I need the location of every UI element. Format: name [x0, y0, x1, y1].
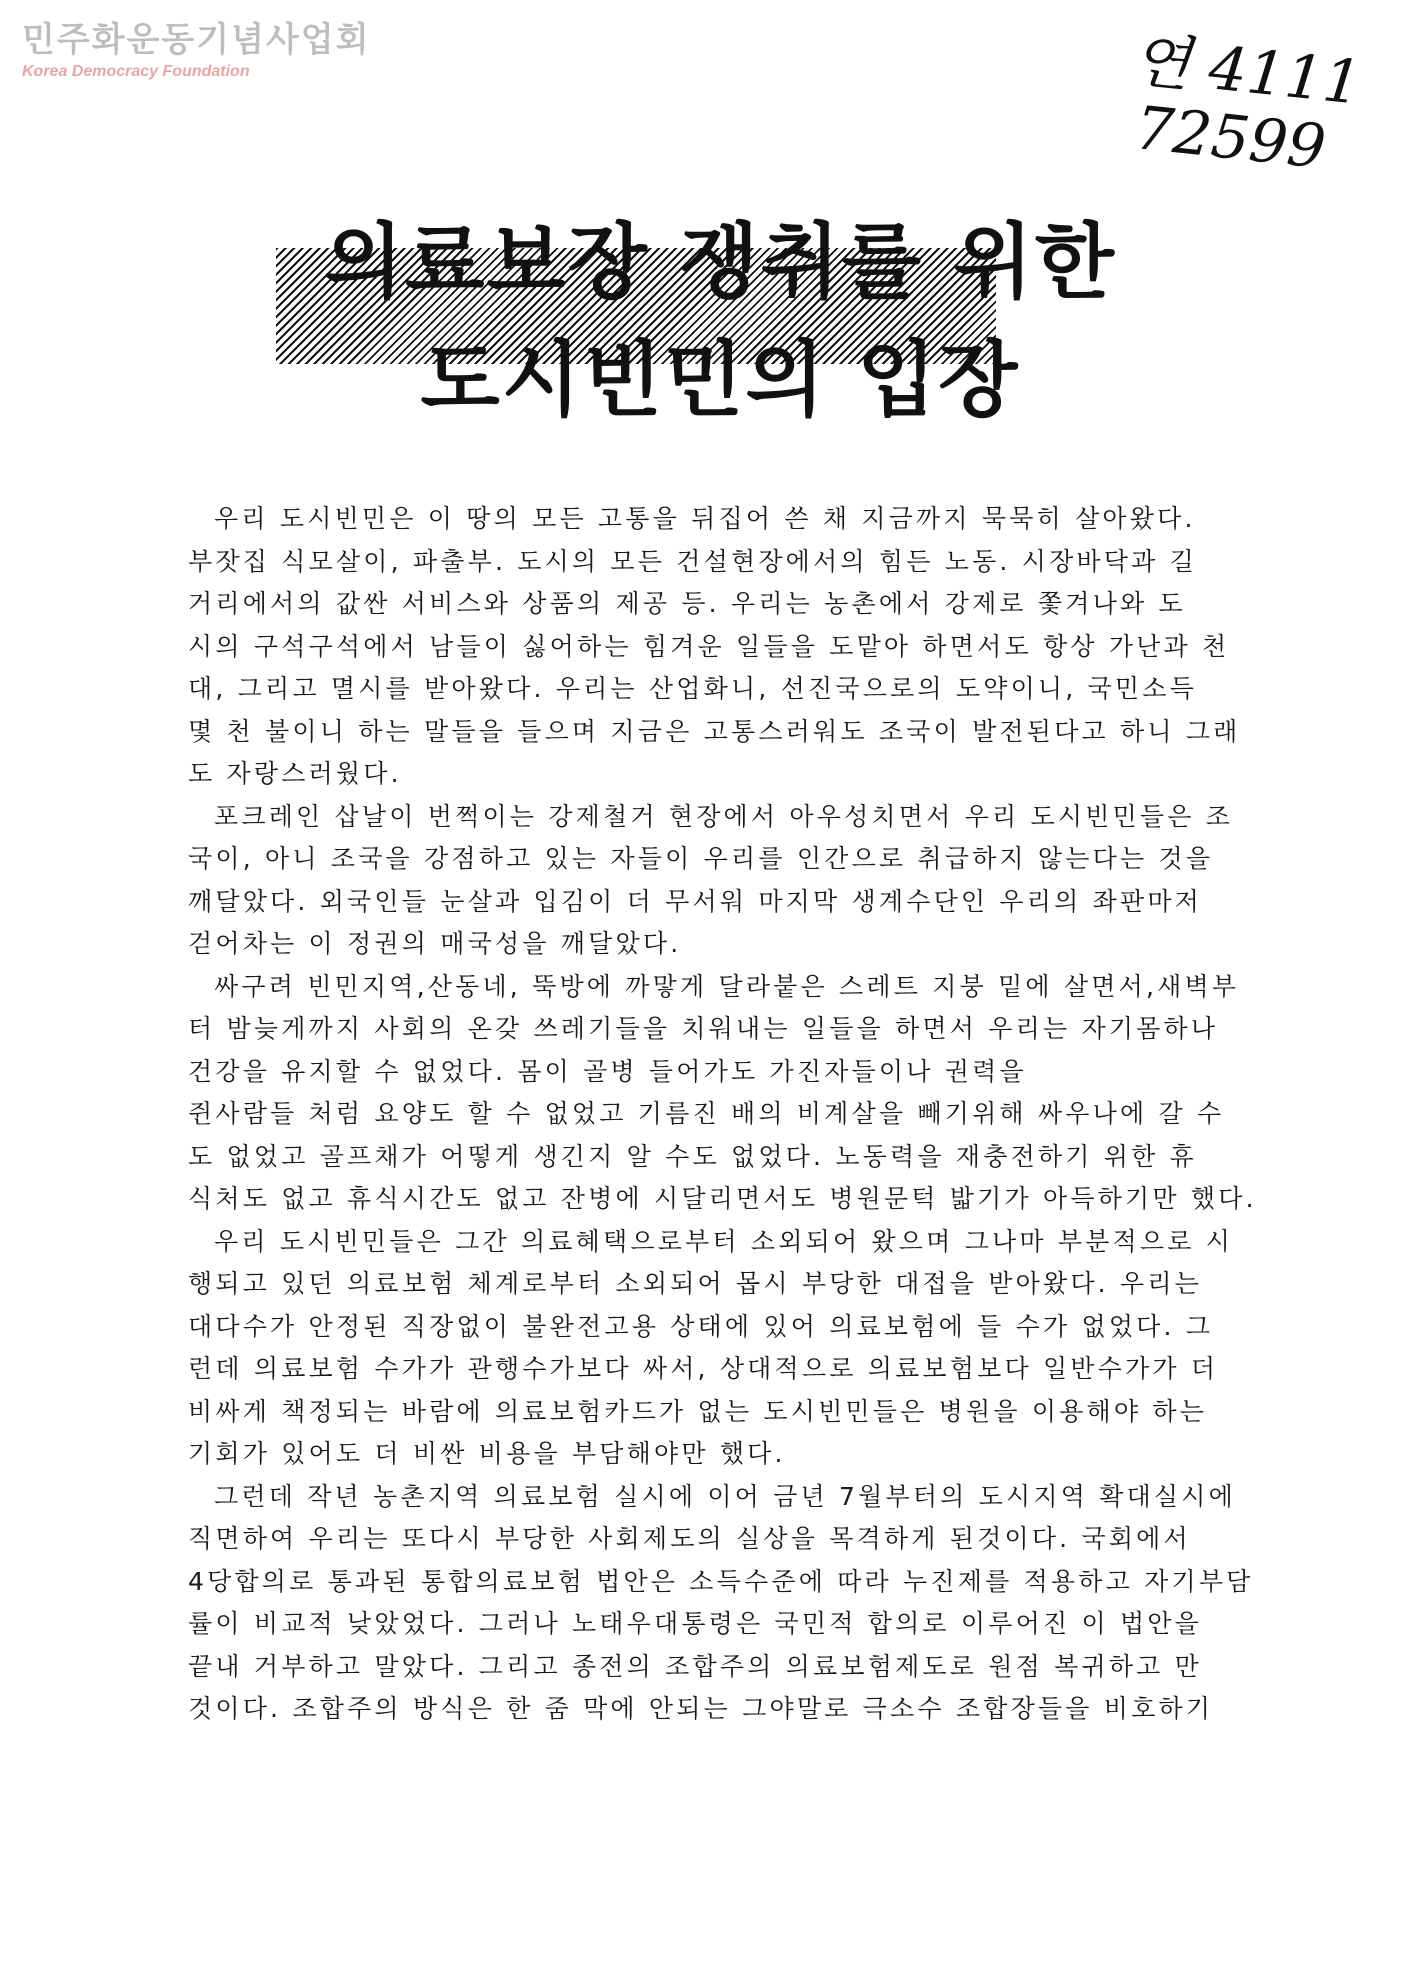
- watermark-korean: 민주화운동기념사업회: [22, 20, 371, 60]
- body-line: 대, 그리고 멸시를 받아왔다. 우리는 산업화니, 선진국으로의 도약이니, 국민소득: [188, 674, 1197, 703]
- body-line: 률이 비교적 낮았었다. 그러나 노태우대통령은 국민적 합의로 이루어진 이 법안을: [188, 1609, 1203, 1638]
- body-line: 우리 도시빈민은 이 땅의 모든 고통을 뒤집어 쓴 채 지금까지 묵묵히 살아왔다.: [214, 504, 1196, 533]
- body-line: 대다수가 안정된 직장없이 불완전고용 상태에 있어 의료보험에 들 수가 없었다. 그: [188, 1311, 1214, 1341]
- document-title-line-2: 도시빈민의 입장: [420, 333, 1020, 428]
- document-title-line-1: 의료보장 쟁취를 위한: [323, 215, 1116, 310]
- body-line: 기회가 있어도 더 비싼 비용을 부담해야만 했다.: [188, 1439, 786, 1468]
- body-line: 몇 천 불이니 하는 말들을 들으며 지금은 고통스러워도 조국이 발전된다고 하니 그래: [188, 716, 1241, 746]
- handwritten-archive-code: 연 4111: [1128, 25, 1365, 119]
- body-line: 끝내 거부하고 말았다. 그리고 종전의 조합주의 의료보험제도로 원점 복귀하고 만: [188, 1651, 1203, 1681]
- body-line: 포크레인 삽날이 번쩍이는 강제철거 현장에서 아우성치면서 우리 도시빈민들은 조: [214, 801, 1234, 831]
- handwritten-archive-number: 72599: [1131, 93, 1330, 183]
- foundation-watermark: [22, 20, 370, 82]
- body-text: [188, 498, 1318, 1731]
- body-line: 우리 도시빈민들은 그간 의료혜택으로부터 소외되어 왔으며 그나마 부분적으로 시: [214, 1226, 1234, 1256]
- body-line: 4당합의로 통과된 통합의료보험 법안은 소득수준에 따라 누진제를 적용하고 자기부담: [188, 1566, 1254, 1596]
- body-line: 도 자랑스러웠다.: [188, 759, 402, 788]
- body-line: 싸구려 빈민지역,산동네, 뚝방에 까맣게 달라붙은 스레트 지붕 밑에 살면서,새벽부: [214, 971, 1240, 1001]
- body-line: 도 없었고 골프채가 어떻게 생긴지 알 수도 없었다. 노동력을 재충전하기 위한 휴: [188, 1141, 1197, 1171]
- body-line: 쥔사람들 처럼 요양도 할 수 없었고 기름진 배의 비계살을 빼기위해 싸우나에 갈 수: [188, 1099, 1225, 1128]
- body-line: 직면하여 우리는 또다시 부당한 사회제도의 실상을 목격하게 된것이다. 국회에서: [188, 1524, 1191, 1553]
- body-line: 건강을 유지할 수 없었다. 몸이 골병 들어가도 가진자들이나 권력을: [188, 1056, 1027, 1086]
- body-line: 것이다. 조합주의 방식은 한 줌 막에 안되는 그야말로 극소수 조합장들을 비호하기: [188, 1694, 1214, 1723]
- watermark-english: Korea Democracy Foundation: [22, 63, 250, 80]
- body-line: 비싸게 책정되는 바람에 의료보험카드가 없는 도시빈민들은 병원을 이용해야 하는: [188, 1396, 1208, 1426]
- body-line: 시의 구석구석에서 남들이 싫어하는 힘겨운 일들을 도맡아 하면서도 항상 가난과 천: [188, 631, 1230, 661]
- body-line: 식처도 없고 휴식시간도 없고 잔병에 시달리면서도 병원문턱 밟기가 아득하기만 했다.: [188, 1184, 1257, 1213]
- body-line: 걷어차는 이 정권의 매국성을 깨달았다.: [188, 929, 682, 958]
- body-line: 거리에서의 값싼 서비스와 상품의 제공 등. 우리는 농촌에서 강제로 쫓겨나와 도: [188, 589, 1186, 618]
- body-line: 터 밤늦게까지 사회의 온갖 쓰레기들을 치워내는 일들을 하면서 우리는 자기몸하나: [188, 1014, 1219, 1043]
- body-line: 깨달았다. 외국인들 눈살과 입김이 더 무서워 마지막 생계수단인 우리의 좌판마저: [188, 886, 1203, 916]
- body-line: 국이, 아니 조국을 강점하고 있는 자들이 우리를 인간으로 취급하지 않는다는 것을: [188, 844, 1214, 873]
- body-line: 부잣집 식모살이, 파출부. 도시의 모든 건설현장에서의 힘든 노동. 시장바닥과 길: [188, 546, 1197, 576]
- body-line: 행되고 있던 의료보험 체계로부터 소외되어 몹시 부당한 대접을 받아왔다. 우리는: [188, 1269, 1203, 1298]
- body-line: 런데 의료보험 수가가 관행수가보다 싸서, 상대적으로 의료보험보다 일반수가가 더: [188, 1354, 1219, 1383]
- body-line: 그런데 작년 농촌지역 의료보험 실시에 이어 금년 7월부터의 도시지역 확대실시에: [214, 1481, 1236, 1511]
